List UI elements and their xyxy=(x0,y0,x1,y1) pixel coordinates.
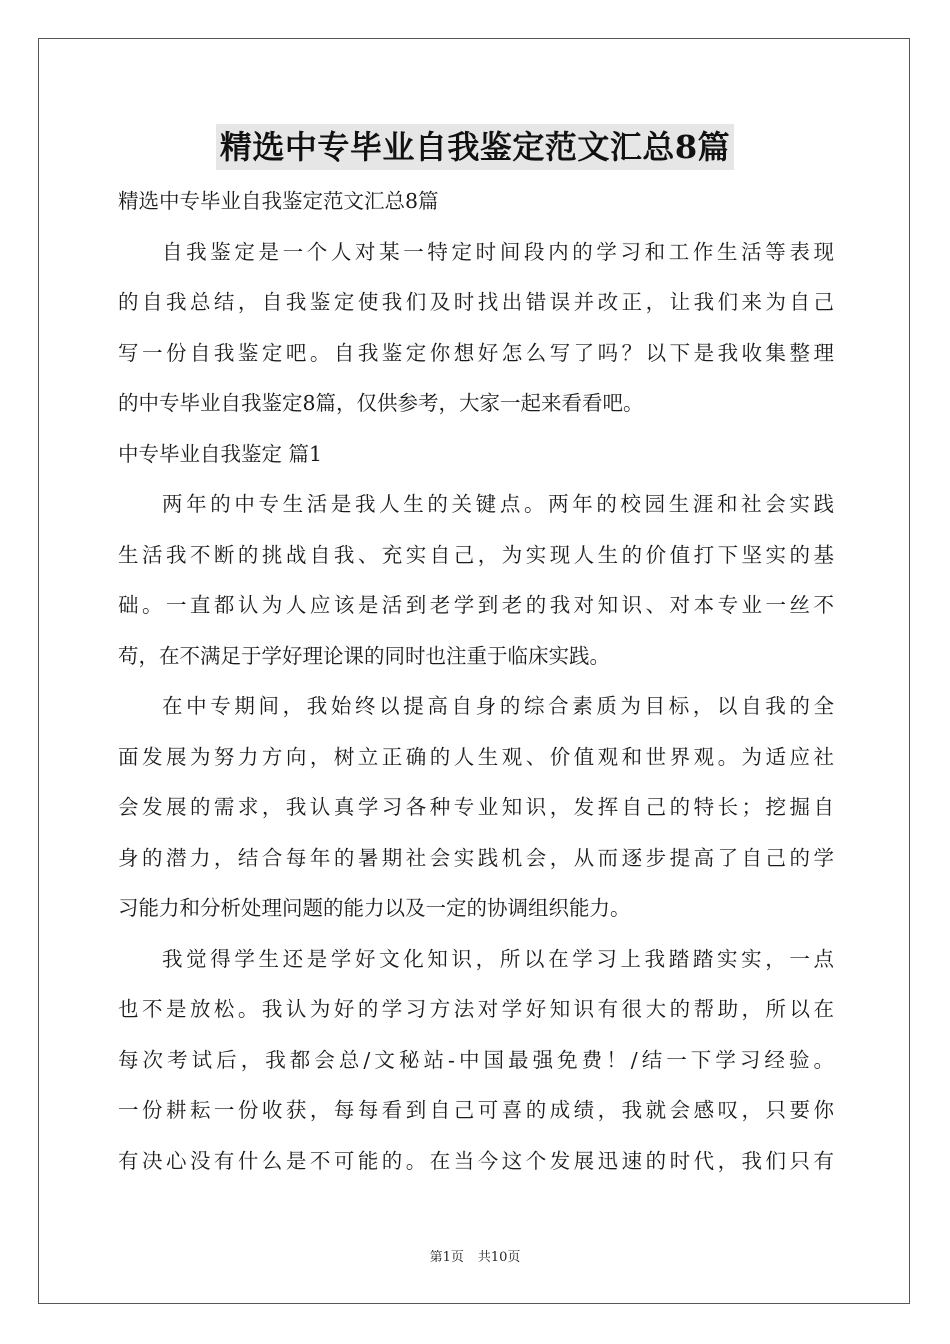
intro-line: 的中专毕业自我鉴定8篇，仅供参考，大家一起来看看吧。 xyxy=(118,391,644,415)
paragraph-line: 两年的中专生活是我人生的关键点。两年的校园生涯和社会实践 xyxy=(162,492,834,516)
paragraph-line: 会发展的需求，我认真学习各种专业知识，发挥自己的特长；挖掘自 xyxy=(118,795,834,819)
title-container xyxy=(0,124,950,170)
intro-line: 的自我总结，自我鉴定使我们及时找出错误并改正，让我们来为自己 xyxy=(118,290,834,314)
paragraph-line: 有决心没有什么是不可能的。在当今这个发展迅速的时代，我们只有 xyxy=(118,1148,834,1173)
intro-line: 写一份自我鉴定吧。自我鉴定你想好怎么写了吗？以下是我收集整理 xyxy=(118,340,834,365)
paragraph-line: 习能力和分析处理问题的能力以及一定的协调组织能力。 xyxy=(118,896,631,920)
paragraph-line: 我觉得学生还是学好文化知识，所以在学习上我踏踏实实，一点 xyxy=(162,946,834,971)
page-footer xyxy=(0,1246,950,1265)
document-body xyxy=(118,176,834,1186)
document-title: 精选中专毕业自我鉴定范文汇总8篇 xyxy=(216,124,734,170)
paragraph-line: 础。一直都认为人应该是活到老学到老的我对知识、对本专业一丝不 xyxy=(118,593,834,617)
section-heading: 中专毕业自我鉴定 篇1 xyxy=(118,441,323,466)
paragraph-line: 也不是放松。我认为好的学习方法对学好知识有很大的帮助，所以在 xyxy=(118,997,834,1021)
page-number-total: 共10页 xyxy=(477,1250,521,1265)
paragraph-line: 一份耕耘一份收获，每每看到自己可喜的成绩，我就会感叹，只要你 xyxy=(118,1098,834,1122)
paragraph-line: 身的潜力，结合每年的暑期社会实践机会，从而逐步提高了自己的学 xyxy=(118,845,834,870)
paragraph-line: 在中专期间，我始终以提高自身的综合素质为目标，以自我的全 xyxy=(162,694,834,718)
paragraph-line: 每次考试后，我都会总/文秘站-中国最强免费！/结一下学习经验。 xyxy=(118,1047,834,1072)
paragraph-line: 面发展为努力方向，树立正确的人生观、价值观和世界观。为适应社 xyxy=(118,744,834,769)
document-subtitle: 精选中专毕业自我鉴定范文汇总8篇 xyxy=(118,189,439,213)
paragraph-line: 生活我不断的挑战自我、充实自己，为实现人生的价值打下坚实的基 xyxy=(118,542,834,567)
intro-line: 自我鉴定是一个人对某一特定时间段内的学习和工作生活等表现 xyxy=(162,239,834,264)
paragraph-line: 苟，在不满足于学好理论课的同时也注重于临床实践。 xyxy=(118,643,610,668)
page-number-current: 第1页 xyxy=(429,1250,464,1265)
